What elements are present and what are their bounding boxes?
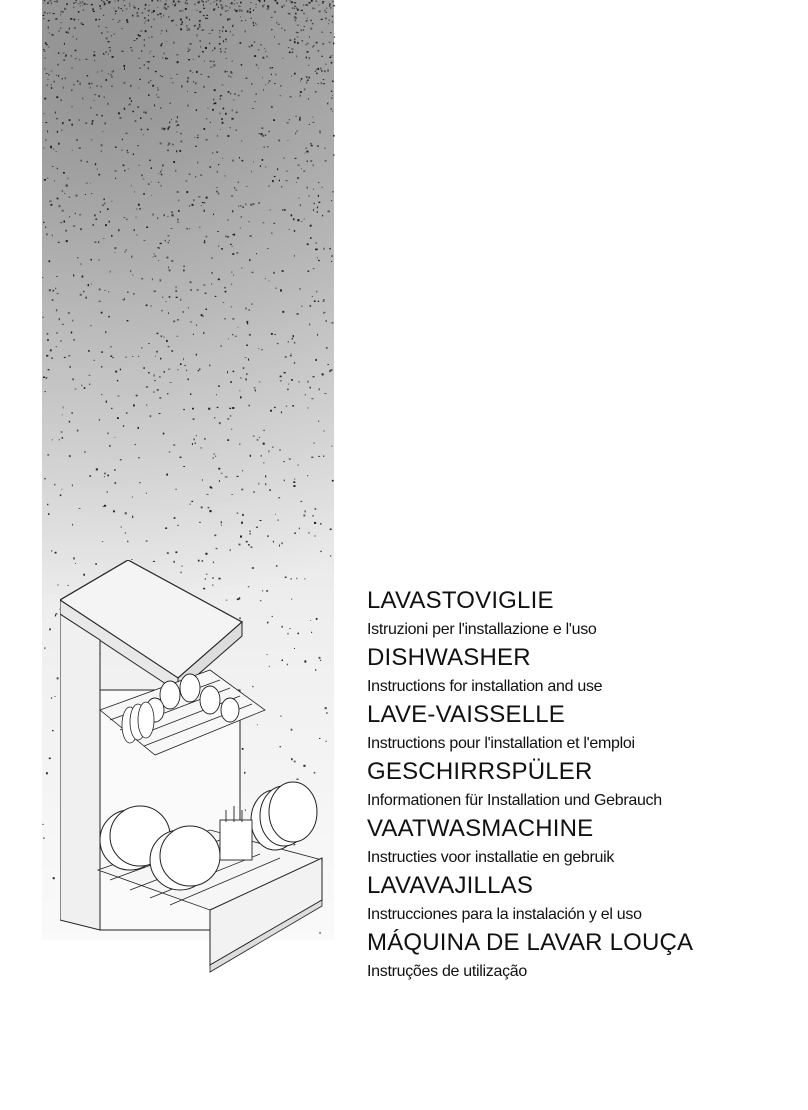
- subtitle-dutch: Instructies voor installatie en gebruik: [367, 849, 615, 866]
- language-block-dutch: [367, 814, 797, 871]
- language-block-spanish: [367, 871, 797, 928]
- title-english: DISHWASHER: [367, 644, 531, 671]
- dishwasher-body: [60, 614, 100, 930]
- language-block-english: [367, 643, 797, 700]
- language-block-portuguese: [367, 928, 797, 985]
- subtitle-portuguese: Instruções de utilização: [367, 963, 528, 980]
- title-portuguese: MÁQUINA DE LAVAR LOUÇA: [367, 929, 694, 956]
- subtitle-italian: Istruzioni per l'installazione e l'uso: [367, 621, 597, 638]
- dishwasher-illustration: [60, 560, 330, 980]
- upper-plates: [122, 702, 154, 743]
- language-block-german: [367, 757, 797, 814]
- title-dutch: VAATWASMACHINE: [367, 815, 594, 842]
- subtitle-german: Informationen für Installation und Gebrauch: [367, 792, 662, 809]
- subtitle-english: Instructions for installation and use: [367, 678, 603, 695]
- subtitle-spanish: Instrucciones para la instalación y el uso: [367, 906, 642, 923]
- language-block-french: [367, 700, 797, 757]
- title-french: LAVE-VAISSELLE: [367, 701, 566, 728]
- title-german: GESCHIRRSPÜLER: [367, 758, 593, 785]
- title-spanish: LAVAVAJILLAS: [367, 872, 534, 899]
- title-italian: LAVASTOVIGLIE: [367, 587, 554, 614]
- language-block-italian: [367, 586, 797, 643]
- subtitle-french: Instructions pour l'installation et l'emploi: [367, 735, 635, 752]
- language-title-list: [367, 586, 797, 985]
